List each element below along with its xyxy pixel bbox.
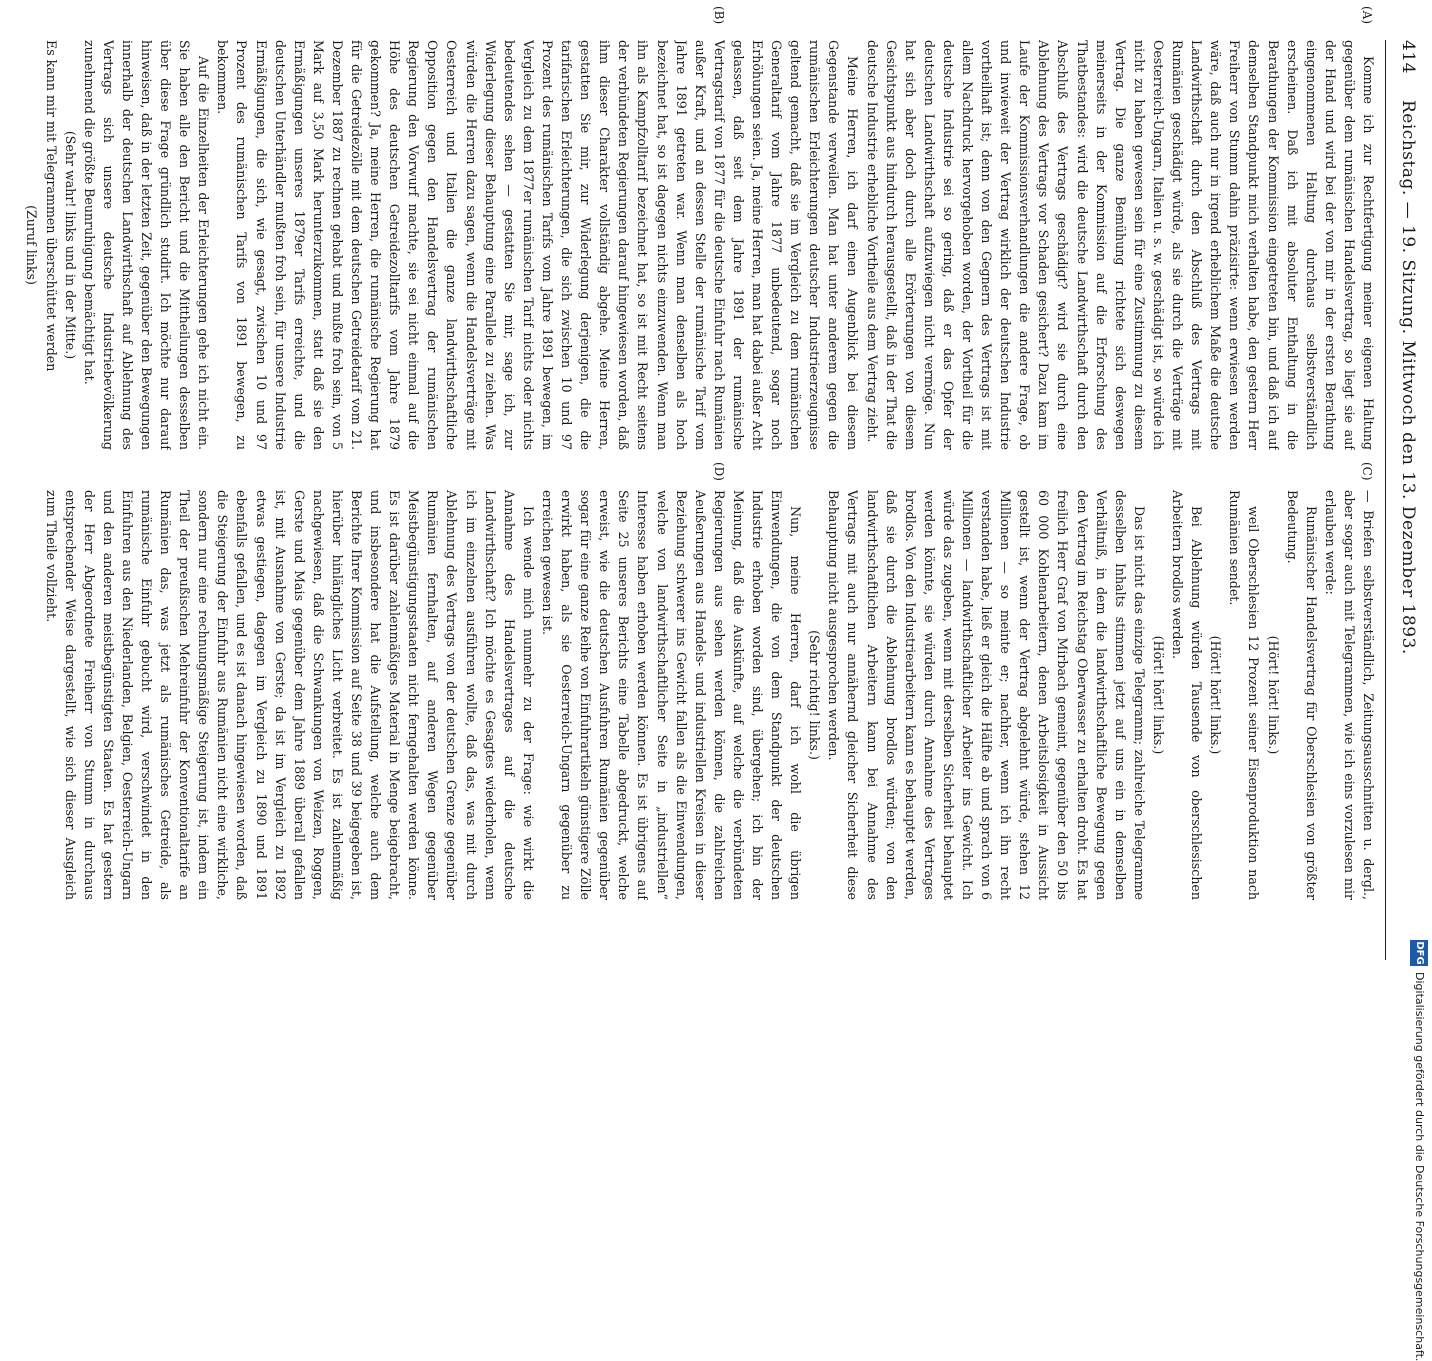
telegram-quote: Rumänischer Handelsvertrag für Oberschlesien von größter Bedeutung. xyxy=(1284,490,1319,900)
header-rule xyxy=(1385,40,1386,960)
margin-marker-a: (A) xyxy=(1360,6,1374,25)
page-header xyxy=(1390,40,1426,960)
digitization-strip xyxy=(0,938,1432,1361)
paragraph: Meine Herren, ich darf einen Augenblick bei diesem Gegenstande verweilen. Man hat unter anderem gegen die rumänischen Erleichterungen deutscher Industrieerzeugnisse geltend gemacht, daß sie im Vergleich zu dem rumänischen Generaltarif vom Jahre 1877 unbedeutend, sogar noch Erhöhungen seien. Ja, meine Herren, man hat dabei außer Acht gelassen, daß seit dem Jahre 1891 der rumänische Vertragstarif von 1877 für die deutsche Einfuhr nach Rumänien außer Kraft, und an dessen Stelle der rumänische Tarif vom Jahre 1891 getreten war. Wenn man denselben als hoch bezeichnet hat, so ist dagegen nichts einzuwenden. Wenn man ihn als Kampfzolltarif bezeichnet hat, so ist mit Recht seitens der verbündeten Regierungen darauf hingewiesen worden, daß ihm dieser Charakter vollständig abgehe. Meine Herren, gestatten Sie mir, zur Widerlegung derjenigen, die die tarifarischen Erleichterungen, die sich zwischen 10 und 97 Prozent des rumänischen Tarifs vom Jahre 1891 bewegen, im Vergleich zu dem 1877er rumänischen Tarif nichts oder nichts bedeutendes sehen — gestatten Sie mir, sage ich, zur Widerlegung dieser Behauptung eine Parallele zu ziehen. Was würden die Herren dazu sagen, wenn die Handelsverträge mit Oesterreich und Italien die ganze landwirthschaftliche Opposition gegen den Handelsvertrag der rumänischen Regierung den Vorwurf machte, sie sei nicht einmal auf die Höhe des deutschen Getreidezolltarifs vom Jahre 1879 gekommen? Ja, meine Herren, die rumänische Regierung hat für die Getreidezölle mit dem deutschen Getreidetarif vom 21. Dezember 1887 zu rechnen gehabt und mußte froh sein, von 5 Mark auf 3,50 Mark herunterzukommen, statt daß sie den Ermäßigungen unseres 1879er Tarifs erreichte, und die deutschen Unterhändler mußten froh sein, für unsere Industrie Ermäßigungen, die sich, wie gesagt, zwischen 10 und 97 Prozent des rumänischen Tarifs von 1891 bewegen, zu bekommen. xyxy=(215,40,861,450)
telegram-quote: weil Oberschlesien 12 Prozent seiner Eisenproduktion nach Rumänien sendet. xyxy=(1227,490,1262,900)
interjection: (Sehr wahr! links und in der Mitte.) xyxy=(62,130,78,360)
paragraph: Nun, meine Herren, darf ich wohl die übrigen Einwendungen, die von dem Standpunkt der deutschen Industrie erhoben worden sind, übergehen; ich bin der Meinung, daß die Auskünfte, auf welche die verbündeten Regierungen aus sehen werden können, die zahlreichen Aeußerungen aus Handels- und industriellen Kreisen in dieser Beziehung schwerer ins Gewicht fallen als die Einwendungen, welche von landwirthschaftlicher Seite in „industriellen“ Interesse haben erhoben werden können. Es ist übrigens auf Seite 25 unseres Berichts eine Tabelle abgedruckt, welche erweist, wie die deutschen Ausfuhren Rumänien gegenüber sogar für eine ganze Reihe von Einfuhrartikeln günstigere Zölle erwirkt haben, als sie Oesterreich-Ungarn gegenüber zu erreichen gewesen ist. xyxy=(539,490,804,900)
margin-marker-d: (D) xyxy=(712,462,726,481)
left-column xyxy=(24,40,1378,450)
interjection: (Hört! hört! links.) xyxy=(1265,635,1281,755)
running-title: Reichstag. — 19. Sitzung. Mittwoch den 13. Dezember 1893. xyxy=(1398,100,1418,655)
dfg-logo: DFG xyxy=(1410,940,1428,966)
digitization-note: Digitalisierung gefördert durch die Deutsche Forschungsgemeinschaft. xyxy=(1413,972,1426,1361)
interjection: (Hört! hört! links.) xyxy=(1150,635,1166,755)
paragraph: — Briefen selbstverständlich, Zeitungsausschnitten u. dergl., aber sogar auch mit Telegrammen, wie ich eins vorzulesen mir erlauben werde: xyxy=(1322,490,1376,900)
interjection: (Sehr richtig! links.) xyxy=(807,630,823,760)
telegram-quote: Bei Ablehnung würden Tausende von oberschlesischen Arbeitern brodlos werden. xyxy=(1170,490,1205,900)
paragraph: Ich wende mich nunmehr zu der Frage: wie wirkt die Annahme des Handelsvertrages auf die deutsche Landwirthschaft? Ich möchte es Gesagtes wiederholen, wenn ich im einzelnen ausführen wollte, daß das, was mit durch Ablehnung des Vertrags von der deutschen Grenze gegenüber Rumänien fernhalten, auf anderen Wegen gegenüber Meistbegünstigungsstaaten nicht ferngehalten werden könne. Es ist darüber zahlenmäßiges Material in Menge beigebracht, und insbesondere hat die Aufstellung, welche auch dem Berichte Ihrer Kommission auf Seite 38 und 39 beigegeben ist, hierüber hinlängliches Licht verbreitet. Es ist zahlenmäßig nachgewiesen, daß die Schwankungen von Weizen, Roggen, Gerste und Mais gegenüber dem Jahre 1889 überall gefallen ist, mit Ausnahme von Gerste; da ist im Vergleich zu 1892 etwas gestiegen, dagegen im Vergleich zu 1890 und 1891 ebenfalls gefallen, und es ist danach hingewiesen worden, daß die Steigerung der Einfuhr aus Rumänien nicht eine wirkliche, sondern nur eine rechnungsmäßige Steigerung ist, indem ein Theil der preußischen Mehreinfuhr der Konventionaltarife an Rumänien das, was jetzt als rumänisches Getreide, als rumänische Einfuhr gebucht wird, verschwindet in den Einfuhren aus den Niederlanden, Belgien, Oesterreich-Ungarn und den anderen meistbegünstigten Staaten. Es hat gestern der Herr Abgeordnete Freiherr von Stumm in durchaus entsprechender Weise dargestellt, wie sich dieser Ausgleich zum Theile vollzieht. xyxy=(43,490,536,900)
interjection: (Zuruf links) xyxy=(24,205,40,285)
paragraph: Komme ich zur Rechtfertigung meiner eigenen Haltung gegenüber dem rumänischen Handelsvertrag, so liegt sie auf der Hand und wird bei der von mir in der ersten Berathung eingenommenen Haltung durchaus selbstverständlich erscheinen. Daß ich mit absoluter Enthaltung in die Berathungen der Kommission eingetreten bin, und daß ich auf demselben Standpunkt mich verhalten habe, den gestern Herr Freiherr von Stumm dahin präzisirte: wenn erwiesen werden wäre, daß auch nur in irgend erheblichem Maße die deutsche Landwirthschaft durch den Abschluß des Vertrags mit Rumänien geschädigt würde, als sie durch die Verträge mit Oesterreich-Ungarn, Italien u. s. w. geschädigt ist, so würde ich nicht zu haben gewesen sein für eine Zustimmung zu diesem Vertrag. Die ganze Bemühung richtete sich deswegen meinerseits in der Kommission auf die Erforschung des Thatbestandes: wird die deutsche Landwirthschaft durch den Abschluß des Vertrags geschädigt? wird sie durch eine Ablehnung des Vertrags vor Schaden gesichert? Dazu kam im Laufe der Kommissionsverhandlungen die andere Frage, ob und inwieweit der Vertrag wirklich der deutschen Industrie vortheilhaft ist; denn von den Gegnern des Vertrags ist mit allem Nachdruck hervorgehoben worden, der Vortheil für die deutsche Industrie sei so gering, daß er das Opfer der deutschen Landwirthschaft aufzuwiegen nicht vermöge. Nun hat sich aber doch durch alle Erörterungen von diesem Gesichtspunkt aus hindurch herausgestellt, daß in der That die deutsche Industrie erhebliche Vortheile aus dem Vertrag zieht. xyxy=(864,40,1376,450)
margin-marker-c: (C) xyxy=(1360,462,1374,481)
paragraph: Es kann mir mit Telegrammen überschüttet werden xyxy=(43,40,59,372)
paragraph: Auf die Einzelheiten der Erleichterungen gehe ich nicht ein. Sie haben alle den Bericht und die Mittheilungen desselben über diese Frage gründlich studirt. Ich möchte nur darauf hinweisen, daß in der letzten Zeit, gegenüber den Bewegungen innerhalb der deutschen Landwirthschaft auf Ablehnung des Vertrags sich unsere deutsche Industriebevölkerung zunehmend die größte Beunruhigung bemächtigt hat. xyxy=(81,40,212,450)
margin-marker-b: (B) xyxy=(712,6,726,25)
interjection: (Hört! hört! links.) xyxy=(1208,635,1224,755)
page-number: 414 xyxy=(1398,40,1418,74)
paragraph: Das ist nicht das einzige Telegramm; zahlreiche Telegramme desselben Inhalts stimmen jetzt auf uns ein in demselben Verhältniß, in dem die landwirthschaftliche Bewegung gegen den Vertrag im Reichstag Oberwasser zu erhalten droht. Es hat freilich Herr Graf von Mirbach gemeint, gegenüber den 50 bis 60 000 Kohlenarbeitern, denen Arbeitslosigkeit in Aussicht gestellt ist, wenn der Vertrag abgelehnt würde, stehen 12 Millionen — so meinte er; nachher, wenn ich ihn recht verstanden habe, ließ er gleich die Hälfte ab und sprach von 6 Millionen — landwirthschaftlicher Arbeiter ins Gewicht. Ich würde das zugeben, wenn mit derselben Sicherheit behauptet werden könnte, sie würden durch Annahme des Vertrages brodlos. Von den Industriearbeitern kann es behauptet werden, daß sie durch die Ablehnung brodlos würden; von den landwirthschaftlichen Arbeitern kann bei Annahme des Vertrags mit auch nur annähernd gleicher Sicherheit diese Behauptung nicht ausgesprochen werden. xyxy=(826,490,1147,900)
right-column xyxy=(24,490,1378,900)
